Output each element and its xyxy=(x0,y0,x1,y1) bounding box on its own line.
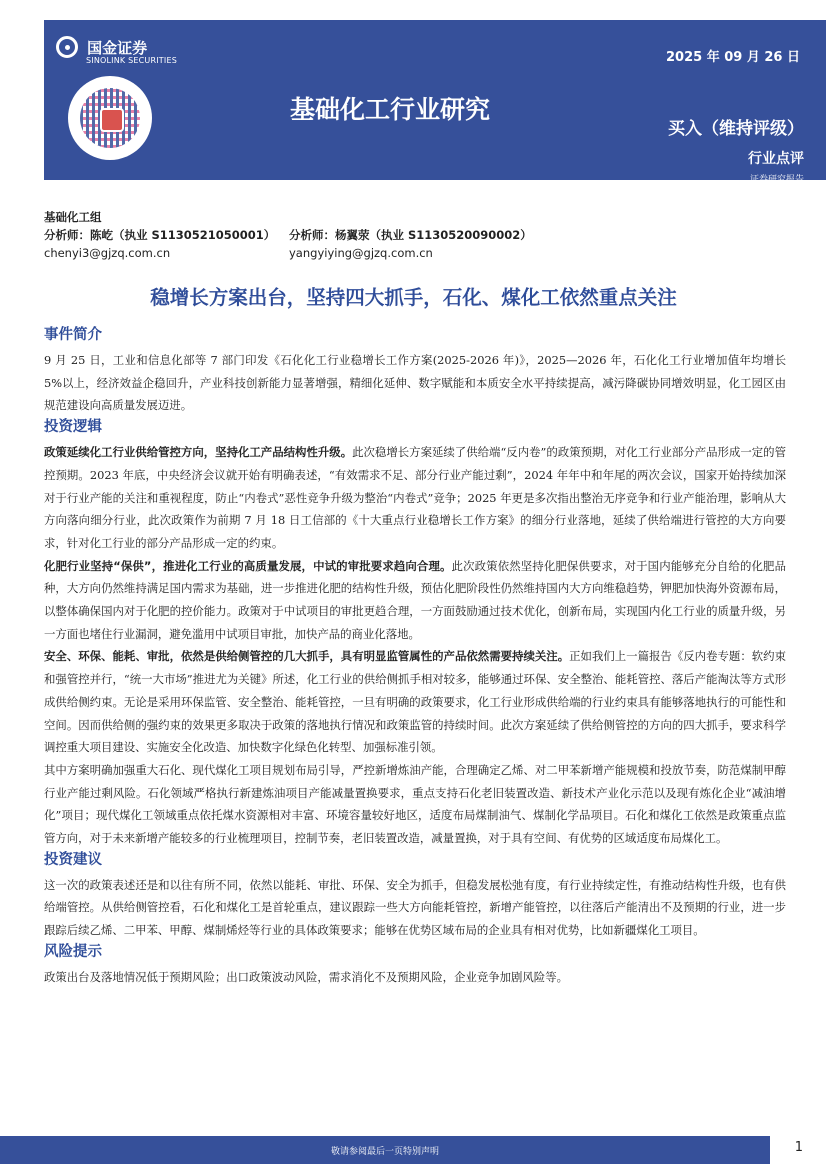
advice-paragraph: 这一次的政策表述还是和以往有所不同，依然以能耗、审批、环保、安全为抓手，但稳发展松弛有度，有行业持续定性，有推动结构性升级，也有供给端管控。从供给侧管控看，石化和煤化工是首轮重点，建议跟踪一些大方向能耗管控，新增产能管控，以往落后产能清出不及预期的行业，进一步跟踪后续乙烯、二甲苯、甲醇、煤制烯烃等行业的具体政策要求；能够在优势区域布局的企业具有相对优势，比如新疆煤化工项目。 xyxy=(44,877,786,938)
logic-paragraph-3 xyxy=(44,645,786,759)
logo-mark-icon xyxy=(56,36,78,58)
logic-paragraph-1-lead: 政策延续化工行业供给管控方向，坚持化工产品结构性升级。 xyxy=(44,445,353,460)
analyst-row xyxy=(44,226,784,244)
logic-paragraph-1-body: 此次稳增长方案延续了供给端“反内卷”的政策预期，对化工行业部分产品形成一定的管控预期。2023 年底，中央经济会议就开始有明确表述，“有效需求不足、部分行业产能过剩”，2024 年年中和年尾的两次会议，国家开始持续加深对于行业产能的关注和重视程度，防止“内卷式”恶性竞争升级为整治“内卷式”竞争；2025 年更是多次指出整治无序竞争和行业产能治理，影响从大方向落向细分行业，此次政策作为前期 7 月 18 日工信部的《十大重点行业稳增长工作方案》的细分行业落地，延续了供给端进行管控的大方向要求，针对化工行业的部分产品形成一定的约束。 xyxy=(44,445,786,550)
logic-paragraph-2-body: 此次政策依然坚持化肥保供要求，对于国内能够充分自给的化肥品种，大方向仍然维持满足国内需求为基础，进一步推进化肥的结构性升级，预估化肥阶段性仍然维持国内大方向维稳趋势，钾肥加快海外资源布局，以整体确保国内对于化肥的控价能力。政策对于中试项目的审批更趋合理，一方面鼓励通过技术优化，创新布局，实现国内化工行业的质量升级，另一方面也堵住行业漏洞，避免滥用中试项目审批，加快产品的商业化落地。 xyxy=(44,558,786,641)
report-header xyxy=(44,20,826,185)
qr-code xyxy=(68,76,152,160)
risk-paragraph: 政策出台及落地情况低于预期风险；出口政策波动风险，需求消化不及预期风险，企业竞争加剧风险等。 xyxy=(44,969,568,984)
section-title-logic: 投资逻辑 xyxy=(44,419,102,436)
report-body xyxy=(44,325,786,989)
report-type: 行业点评 xyxy=(748,151,804,167)
email-row xyxy=(44,244,784,262)
analyst-2: 分析师：杨翼荥（执业 S1130520090002） xyxy=(289,228,532,242)
footer-bar xyxy=(0,1136,770,1164)
disclaimer-note: 敬请参阅最后一页特别声明 xyxy=(330,1147,439,1157)
section-title-risk: 风险提示 xyxy=(44,943,102,960)
analyst-info xyxy=(44,208,784,262)
analyst-2-email[interactable]: yangyiying@gjzq.com.cn xyxy=(289,246,433,260)
logic-paragraph-2-lead: 化肥行业坚持“保供”，推进化工行业的高质量发展，中试的审批要求趋向合理。 xyxy=(44,558,452,573)
logo-name-cn: 国金证券 xyxy=(87,38,148,57)
logic-paragraph-4: 其中方案明确加强重大石化、现代煤化工项目规划布局引导，严控新增炼油产能，合理确定乙烯、对二甲苯新增产能规模和投放节奏，防范煤制甲醇行业产能过剩风险。石化领域严格执行新建炼油项目产能减量置换要求，重点支持石化老旧装置改造、新技术产业化示范以及现有炼化企业“减油增化”项目；现代煤化工领域重点依托煤水资源相对丰富、环境容量较好地区，适度布局煤制油气、煤制化学品项目。石化和煤化工依然是政策重点监管方向，对于未来新增产能较多的行业梳理项目，控制节奏，老旧装置改造，减量置换，对于具有空间、有优势的区域适度布局煤化工。 xyxy=(44,762,786,846)
page-number: 1 xyxy=(794,1140,803,1155)
logic-paragraph-3-body: 正如我们上一篇报告《反内卷专题：软约束和强管控并行，“统一大市场”推进尤为关键》所述，化工行业的供给侧抓手相对较多，能够通过环保、安全整治、能耗管控、落后产能淘汰等方式形成供给侧约束。无论是采用环保监管、安全整治、能耗管控，一旦有明确的政策要求，化工行业形成供给端的行业约束具有能够落地执行的可能性和空间。因而供给侧的强约束的效果更多取决于政策的落地执行情况和政策监管的持续时间。此次方案延续了供给侧管控的方向的四大抓手，要求科学调控重大项目建设、实施安全化改造、加快数字化绿色化转型、加强标准引领。 xyxy=(44,649,786,755)
section-title-event: 事件简介 xyxy=(44,327,102,343)
report-subtype: 证券研究报告 xyxy=(749,175,804,185)
report-date: 2025 年 09 月 26 日 xyxy=(666,50,800,65)
logo-name-en: SINOLINK SECURITIES xyxy=(86,56,177,65)
analyst-1: 分析师：陈屹（执业 S1130521050001） xyxy=(44,228,276,242)
rating-badge: 买入（维持评级） xyxy=(668,119,804,139)
section-title-advice: 投资建议 xyxy=(44,851,102,868)
report-category-title: 基础化工行业研究 xyxy=(290,95,491,124)
company-logo xyxy=(56,36,177,65)
logic-paragraph-1 xyxy=(44,441,786,555)
report-headline: 稳增长方案出台，坚持四大抓手，石化、煤化工依然重点关注 xyxy=(150,286,677,309)
analyst-1-email[interactable]: chenyi3@gjzq.com.cn xyxy=(44,246,171,260)
event-paragraph: 9 月 25 日，工业和信息化部等 7 部门印发《石化化工行业稳增长工作方案(2025-2026 年)》，2025—2026 年，石化化工行业增加值年均增长 5%以上，经济效益企稳回升，产业科技创新能力显著增强，精细化延伸、数字赋能和本质安全水平持续提高，减污降碳协同增效明显，化工园区由规范建设向高质量发展迈进。 xyxy=(44,353,786,413)
logic-paragraph-2 xyxy=(44,555,786,646)
logic-paragraph-3-lead: 安全、环保、能耗、审批，依然是供给侧管控的几大抓手，具有明显监管属性的产品依然需要持续关注。 xyxy=(44,649,570,664)
sector-label: 基础化工组 xyxy=(44,210,102,224)
qr-center-logo-icon xyxy=(100,108,124,132)
